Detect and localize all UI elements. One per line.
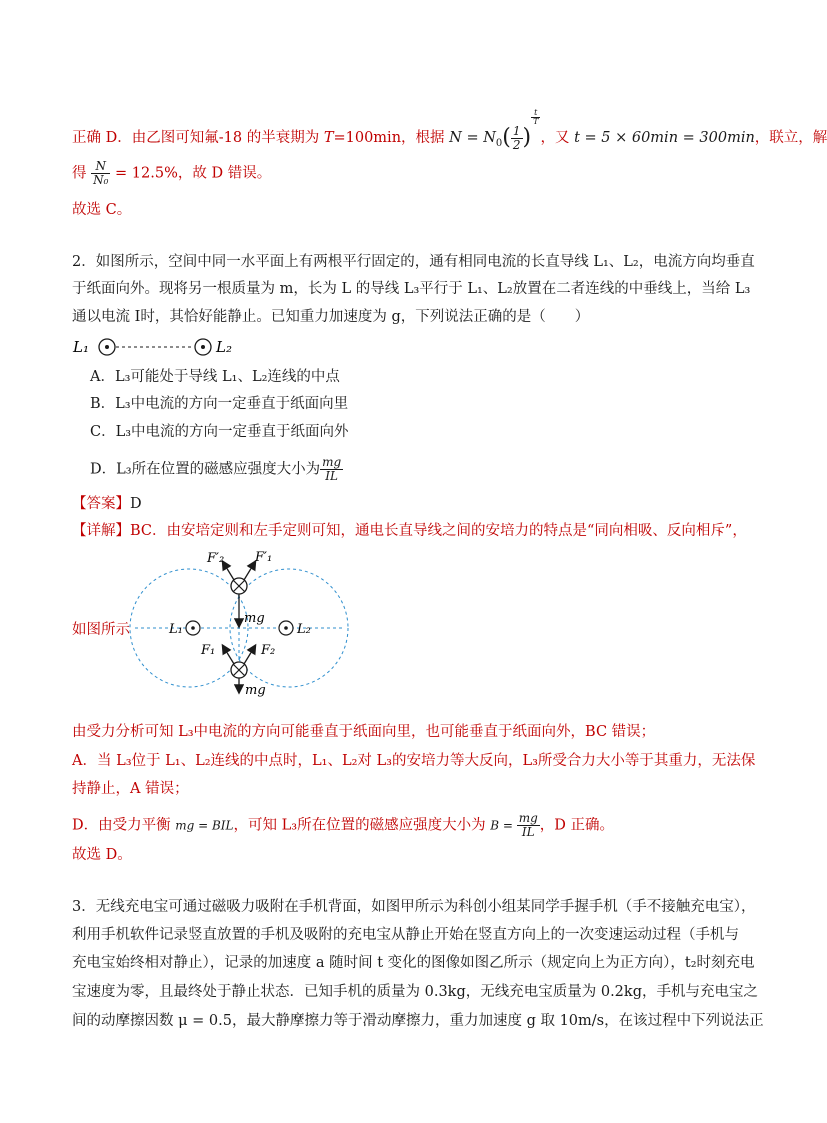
q2-option-d: D．L₃所在位置的磁感应强度大小为 $\frac{mg}{IL}$ xyxy=(90,455,342,483)
wire-l1-label: L₁ xyxy=(73,338,89,356)
q2-stem-line3: 通以电流 I时，其恰好能静止。已知重力加速度为 g，下列说法正确的是（ ） xyxy=(72,309,590,325)
q2-wires-figure xyxy=(70,333,250,361)
wire-l2-label: L₂ xyxy=(216,338,232,356)
label-mg-bottom: mg xyxy=(245,683,266,698)
force-f1p-arrow xyxy=(244,562,255,580)
q3-line5: 间的动摩擦因数 μ = 0.5，最大静摩擦力等于滑动摩擦力，重力加速度 g 取 10m/s，在该过程中下列说法正 xyxy=(72,1013,764,1029)
q2-detail-line5: D．由受力平衡 mg = BIL，可知 L₃所在位置的磁感应强度大小为 B = $\frac{mg}{IL}$ ，D 正确。 xyxy=(72,811,614,839)
label-l1: L₁ xyxy=(169,622,183,637)
force-f1-arrow xyxy=(223,646,234,664)
q3-line4: 宝速度为零，且最终处于静止状态．已知手机的质量为 0.3kg，无线充电宝质量为 0.2kg，手机与充电宝之 xyxy=(72,984,758,1000)
q2-stem-line2: 于纸面向外。现将另一根质量为 m，长为 L 的导线 L₃平行于 L₁、L₂放置在二者连线的中垂线上，当给 L₃ xyxy=(72,281,751,297)
label-l2: L₂ xyxy=(297,622,311,637)
q2-answer: 【答案】D xyxy=(72,496,142,512)
q3-line1: 3．无线充电宝可通过磁吸力吸附在手机背面，如图甲所示为科创小组某同学手握手机（手不接触充电宝）， xyxy=(72,899,756,915)
prev-solution-line1: 正确 D．由乙图可知氟-18 的半衰期为 T=100min，根据 $N = N_0$( $\frac{1}{2}$ ) $\frac{t}{T}$ ，又 t = 5 × 60min = 300min，联立，解 xyxy=(72,108,827,152)
force-f2-arrow xyxy=(244,646,255,664)
prev-solution-conclusion: 故选 C。 xyxy=(72,202,132,218)
q3-line2: 利用手机软件记录竖直放置的手机及吸附的充电宝从静止开始在竖直方向上的一次变速运动过程（手机与 xyxy=(72,927,739,943)
q2-detail-line2: 由受力分析可知 L₃中电流的方向可能垂直于纸面向里，也可能垂直于纸面向外，BC 错误； xyxy=(72,724,656,740)
q2-detail-line1: 【详解】BC．由安培定则和左手定则可知，通电长直导线之间的安培力的特点是“同向相吸、反向相斥”， xyxy=(72,523,747,539)
q2-option-c: C．L₃中电流的方向一定垂直于纸面向外 xyxy=(90,424,349,440)
force-f2p-arrow xyxy=(223,562,234,580)
q2-figure-caption: 如图所示 xyxy=(72,622,130,638)
q2-option-a: A．L₃可能处于导线 L₁、L₂连线的中点 xyxy=(90,369,340,385)
q2-detail-line3: A．当 L₃位于 L₁、L₂连线的中点时，L₁、L₂对 L₃的安培力等大反向，L₃所受合力大小等于其重力，无法保 xyxy=(72,753,756,769)
label-f2: F₂ xyxy=(261,643,276,658)
q2-stem-line1: 2．如图所示，空间中同一水平面上有两根平行固定的，通有相同电流的长直导线 L₁、L₂，电流方向均垂直 xyxy=(72,254,755,270)
q2-force-diagram xyxy=(125,548,355,696)
prev-solution-line2: 得 $\frac{N}{\text{N₀}}$ = 12.5%，故 D 错误。 xyxy=(72,159,272,187)
q3-line3: 充电宝始终相对静止），记录的加速度 a 随时间 t 变化的图像如图乙所示（规定向上为正方向），t₂时刻充电 xyxy=(72,955,755,971)
q2-option-b: B．L₃中电流的方向一定垂直于纸面向里 xyxy=(90,396,349,412)
label-mg-top: mg xyxy=(244,611,265,626)
label-f1: F₁ xyxy=(201,643,216,658)
q2-detail-line4: 持静止，A 错误； xyxy=(72,781,189,797)
q2-conclusion: 故选 D。 xyxy=(72,847,132,863)
label-f1p: F′₁ xyxy=(255,550,273,565)
label-f2p: F′₂ xyxy=(207,551,225,566)
